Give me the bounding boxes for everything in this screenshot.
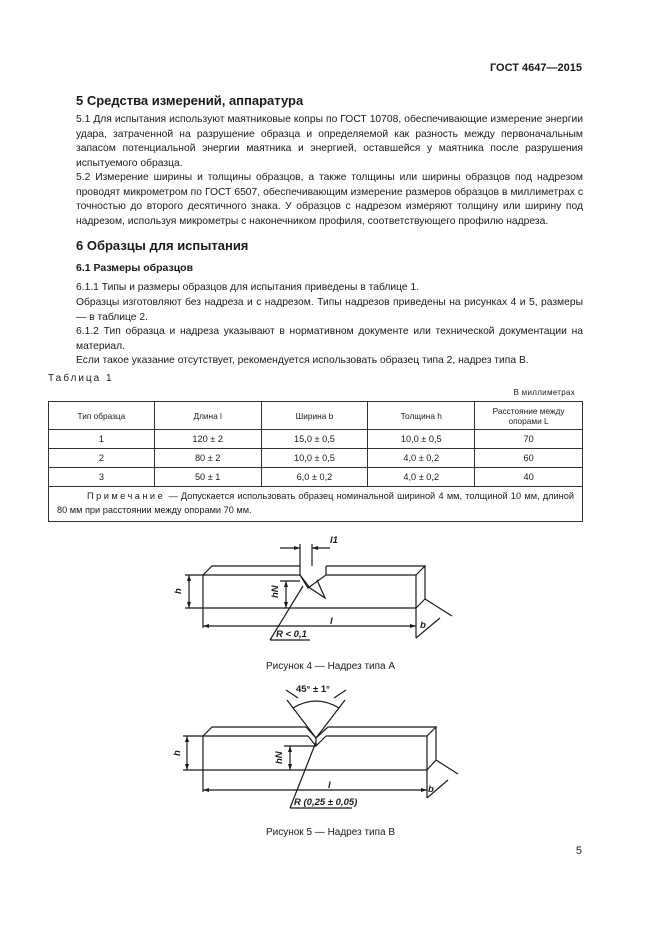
note-text: — Допускается использовать образец номинальной шириной 4 мм, толщиной 10 мм, длиной 80 мм при расстоянии между опорами 70 мм. xyxy=(57,491,574,515)
note-label: Примечание xyxy=(87,491,166,501)
fig5-hN-label: hN xyxy=(274,751,285,764)
fig4-h-label: h xyxy=(173,588,184,594)
fig4-hN-label: hN xyxy=(270,585,281,598)
paragraph-6-1-2: 6.1.2 Тип образца и надреза указывают в нормативном документе или технической документации на материал. xyxy=(76,326,583,352)
fig4-l-label: l xyxy=(330,616,333,627)
fig5-angle-label: 45° ± 1° xyxy=(296,684,330,695)
table-cell: 15,0 ± 0,5 xyxy=(261,430,368,449)
table-row xyxy=(49,430,583,449)
figure-5-drawing xyxy=(0,680,661,810)
table-note xyxy=(49,487,583,522)
table-cell: 60 xyxy=(475,449,583,468)
table-cell: 10,0 ± 0,5 xyxy=(368,430,475,449)
fig5-r-label: R (0,25 ± 0,05) xyxy=(294,797,358,808)
table-cell: 4,0 ± 0,2 xyxy=(368,449,475,468)
figure-4-caption: Рисунок 4 — Надрез типа A xyxy=(265,661,396,672)
page-number: 5 xyxy=(575,845,582,857)
paragraph-6-1-1: 6.1.1 Типы и размеры образцов для испытания приведены в таблице 1. xyxy=(76,282,420,293)
section-5-title: 5 Средства измерений, аппаратура xyxy=(76,93,304,108)
table-cell: 4,0 ± 0,2 xyxy=(368,468,475,487)
figure-4-drawing xyxy=(0,530,661,655)
table-row xyxy=(49,449,583,468)
table-header-row xyxy=(49,402,583,430)
col-header: Тип образца xyxy=(49,402,155,430)
fig5-h-label: h xyxy=(172,750,183,756)
doc-header: ГОСТ 4647—2015 xyxy=(489,62,582,74)
table-cell: 3 xyxy=(49,468,155,487)
col-header: Длина l xyxy=(154,402,261,430)
fig4-b-label: b xyxy=(420,620,426,631)
paragraph-5-1-text: 5.1 Для испытания используют маятниковые копры по ГОСТ 10708, обеспечивающие измерение энергии удара, затраченной на разрушение образца и определяемой как разность между первоначальным запасом потенциальной энергии маятника и энергией, оставшейся у маятника после разрушения испытуемого образца. xyxy=(76,114,583,169)
fig4-l1-label: l1 xyxy=(330,535,338,546)
fig5-b-label: b xyxy=(428,784,434,795)
paragraph-6-1-1-b: Образцы изготовляют без надреза и с надрезом. Типы надрезов приведены на рисунках 4 и 5, размеры — в таблице 2. xyxy=(76,297,583,323)
table-note-row xyxy=(49,487,583,522)
paragraph-5-2: 5.2 Измерение ширины и толщины образцов, а также толщины или ширины образцов под надрезом проводят микрометром по ГОСТ 6507, обеспечивающим измерение размеров образцов в миллиметрах с точностью до второго десятичного знака. У образцов с надрезом измеряют толщину или ширину под надрезом, используя микрометры с наконечником профиля, соответствующего профилю надреза. xyxy=(76,172,583,227)
table-row xyxy=(49,468,583,487)
table-cell: 1 xyxy=(49,430,155,449)
fig4-r-label: R < 0,1 xyxy=(276,629,307,640)
table-cell: 80 ± 2 xyxy=(154,449,261,468)
figure-5-caption: Рисунок 5 — Надрез типа B xyxy=(265,827,396,838)
table-cell: 70 xyxy=(475,430,583,449)
table-1 xyxy=(48,401,583,522)
col-header: Расстояние между опорами L xyxy=(475,402,583,430)
subsection-6-1-title: 6.1 Размеры образцов xyxy=(76,262,194,274)
table-units: В миллиметрах xyxy=(513,388,575,397)
fig5-l-label: l xyxy=(328,780,331,791)
table-caption: Таблица 1 xyxy=(48,373,114,384)
table-cell: 40 xyxy=(475,468,583,487)
table-cell: 10,0 ± 0,5 xyxy=(261,449,368,468)
table-cell: 50 ± 1 xyxy=(154,468,261,487)
paragraph-5-1 xyxy=(76,113,583,171)
table-cell: 2 xyxy=(49,449,155,468)
section-6-title: 6 Образцы для испытания xyxy=(76,238,249,253)
col-header: Ширина b xyxy=(261,402,368,430)
paragraph-6-1-2-b: Если такое указание отсутствует, рекомендуется использовать образец типа 2, надрез типа B. xyxy=(76,355,529,366)
table-cell: 6,0 ± 0,2 xyxy=(261,468,368,487)
col-header: Толщина h xyxy=(368,402,475,430)
table-cell: 120 ± 2 xyxy=(154,430,261,449)
